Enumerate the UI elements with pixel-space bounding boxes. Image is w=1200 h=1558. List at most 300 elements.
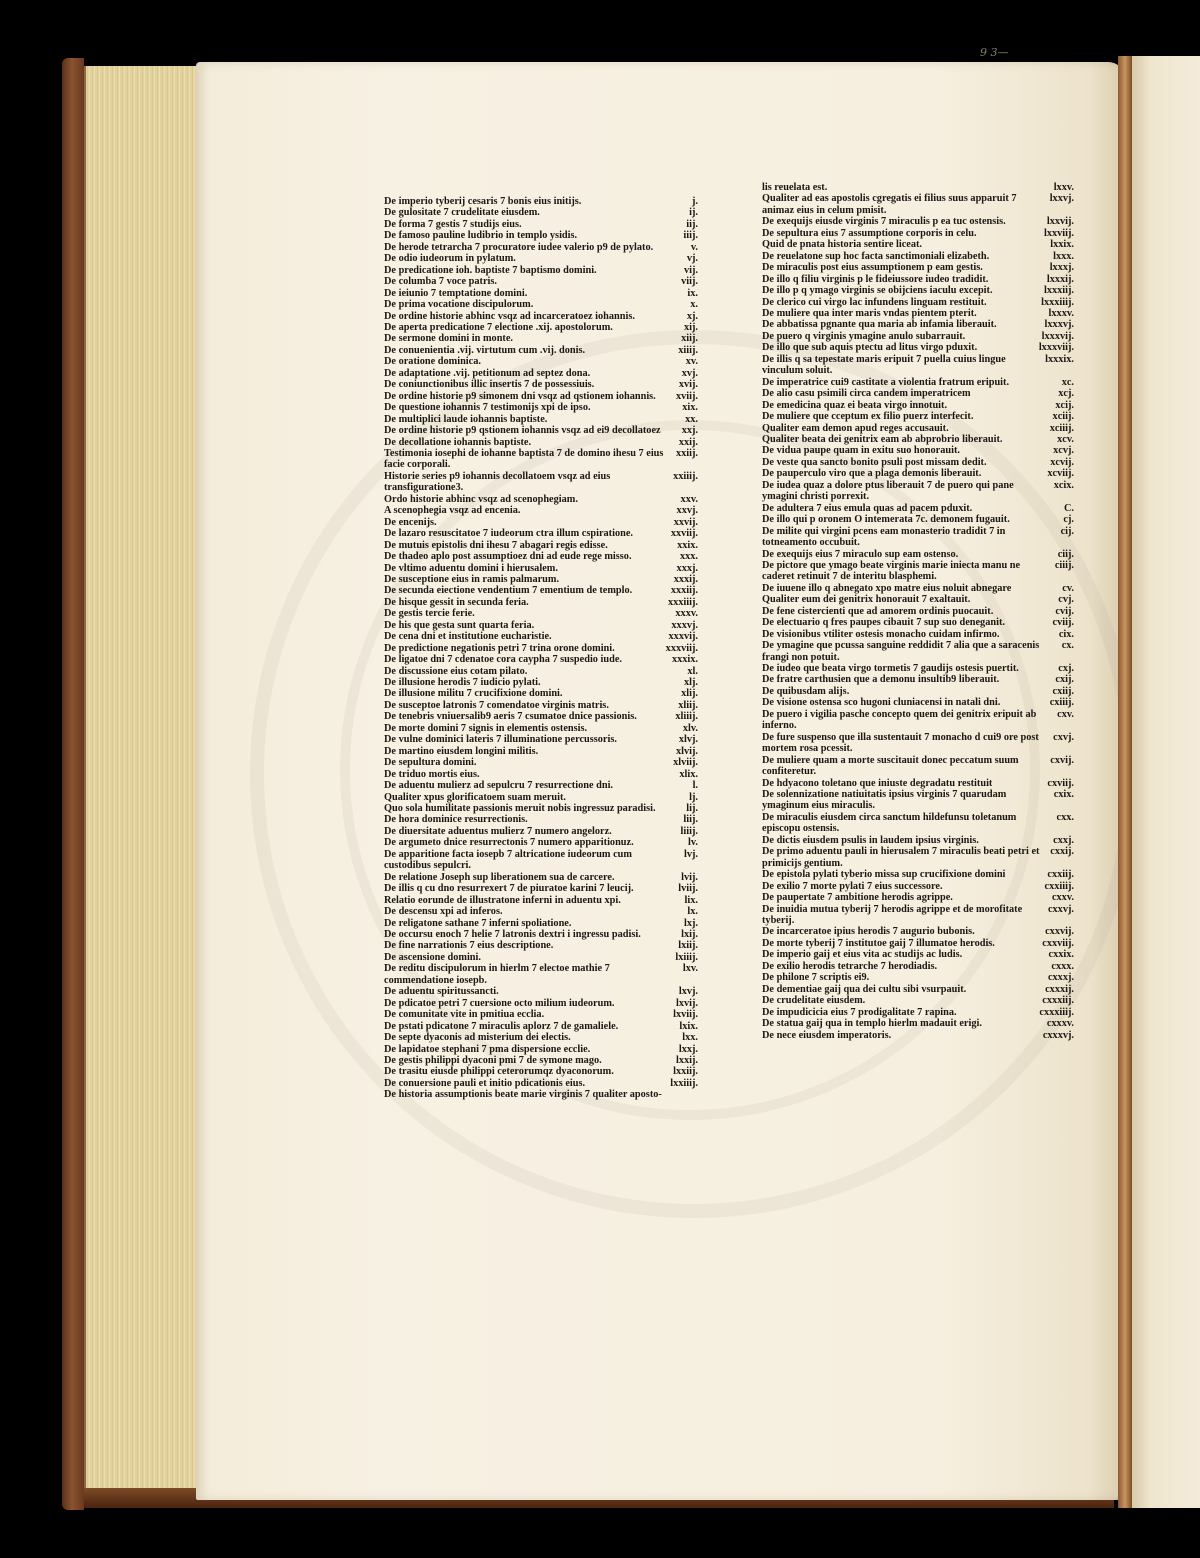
chapter-number: xvij.	[678, 379, 698, 391]
toc-entry	[384, 872, 698, 883]
toc-entry	[762, 423, 1074, 434]
toc-entry	[384, 379, 698, 390]
chapter-number: lxx.	[682, 1032, 698, 1044]
chapter-title: De iuuene illo q abnegato xpo matre eius noluit abnegare	[762, 582, 1012, 594]
toc-entry	[384, 1089, 698, 1100]
toc-entry	[762, 400, 1074, 411]
chapter-number: xxxvj.	[671, 619, 698, 631]
chapter-number: xij.	[683, 321, 698, 333]
chapter-number: ix.	[687, 287, 698, 299]
chapter-number: cviij.	[1052, 617, 1074, 629]
chapter-number: xj.	[686, 310, 698, 322]
chapter-number: cxxiij.	[1047, 869, 1074, 881]
chapter-number: lxxix.	[1050, 239, 1074, 251]
chapter-title: De questione iohannis 7 testimonijs xpi de ipso.	[384, 402, 591, 414]
toc-entry	[384, 230, 698, 241]
toc-entry	[762, 995, 1074, 1006]
chapter-title: De muliere qua inter maris vndas pientem pterit.	[762, 307, 977, 319]
chapter-title: De quibusdam alijs.	[762, 685, 850, 697]
toc-entry	[384, 837, 698, 848]
chapter-number: cxxxj.	[1047, 972, 1074, 984]
toc-entry	[384, 574, 698, 585]
toc-entry	[762, 216, 1074, 227]
toc-entry	[384, 448, 698, 471]
chapter-number: cxxx.	[1051, 960, 1074, 972]
chapter-title: De septe dyaconis ad misterium dei electis.	[384, 1032, 571, 1044]
chapter-title: Quo sola humilitate passionis meruit nobis ingressuz paradisi.	[384, 803, 656, 815]
chapter-number: xviij.	[675, 390, 698, 402]
toc-entry	[384, 1032, 698, 1043]
toc-entry	[762, 297, 1074, 308]
toc-entry	[762, 972, 1074, 983]
chapter-number: j.	[691, 196, 698, 207]
toc-entry	[384, 734, 698, 745]
toc-entry	[762, 285, 1074, 296]
chapter-number: xxxiij.	[670, 585, 698, 597]
chapter-title: De muliere quam a morte suscitauit donec peccatum suum confiteretur.	[762, 754, 1019, 778]
toc-entry	[384, 368, 698, 379]
chapter-title: De exequijs eius 7 miraculo sup eam ostenso.	[762, 548, 959, 560]
chapter-title: De discussione eius cotam pilato.	[384, 665, 528, 677]
chapter-title: De oratione dominica.	[384, 356, 481, 368]
toc-entry	[384, 207, 698, 218]
chapter-title: De ligatoe dni 7 cdenatoe cora caypha 7 suspedio iude.	[384, 654, 622, 666]
chapter-title: De milite qui virgini pcens eam monasterio tradidit 7 in totneamento occubuit.	[762, 525, 1006, 549]
chapter-number: lxxxiiij.	[1041, 296, 1074, 308]
toc-entry	[762, 629, 1074, 640]
toc-entry	[762, 892, 1074, 903]
chapter-number: xxxviij.	[665, 642, 698, 654]
toc-entry	[384, 265, 698, 276]
chapter-title: De adaptatione .vij. petitionum ad septez dona.	[384, 367, 591, 379]
chapter-number: cxxvij.	[1045, 926, 1074, 938]
toc-entry	[762, 594, 1074, 605]
toc-entry	[762, 812, 1074, 835]
chapter-title: De prima vocatione discipulorum.	[384, 299, 534, 311]
toc-entry	[762, 904, 1074, 927]
toc-entry	[384, 643, 698, 654]
toc-entry	[762, 262, 1074, 273]
toc-entry	[384, 952, 698, 963]
chapter-title: De iudeo que beata virgo tormetis 7 gaudijs ostesis puertit.	[762, 663, 1019, 675]
toc-entry	[384, 769, 698, 780]
chapter-title: De lazaro resuscitatoe 7 iudeorum ctra illum cspiratione.	[384, 528, 633, 540]
toc-entry	[384, 311, 698, 322]
toc-entry	[384, 792, 698, 803]
toc-entry	[762, 526, 1074, 549]
toc-entry	[384, 585, 698, 596]
toc-entry	[762, 193, 1074, 216]
chapter-title: De adultera 7 eius emula quas ad pacem pduxit.	[762, 502, 973, 514]
chapter-number: xcix.	[1053, 479, 1074, 491]
chapter-title: De ordine historie abhinc vsqz ad incarceratoez iohannis.	[384, 310, 635, 322]
chapter-number: lxix.	[679, 1020, 698, 1032]
chapter-title: Qualiter eam demon apud reges accusauit.	[762, 422, 949, 434]
toc-entry	[384, 608, 698, 619]
toc-entry	[762, 606, 1074, 617]
chapter-title: De imperio gaij et eius vita ac studijs ac ludis.	[762, 949, 963, 961]
chapter-title: De occursu enoch 7 helie 7 latronis dextri i ingressu padisi.	[384, 929, 641, 940]
toc-entry	[762, 1030, 1074, 1041]
toc-entry	[762, 457, 1074, 468]
chapter-number: cxxv.	[1051, 892, 1074, 904]
chapter-number: xlvij.	[675, 745, 698, 757]
chapter-number: xcij.	[1055, 399, 1074, 411]
toc-entry	[384, 276, 698, 287]
chapter-title: De mutuis epistolis dni ihesu 7 abagari regis edisse.	[384, 539, 608, 551]
toc-entry	[384, 494, 698, 505]
toc-entry	[384, 688, 698, 699]
chapter-number: cvij.	[1055, 605, 1074, 617]
table-of-contents-right	[762, 182, 1074, 1041]
toc-entry	[762, 663, 1074, 674]
chapter-number: lxxxv.	[1048, 307, 1074, 319]
chapter-title: De multiplici laude iohannis baptiste.	[384, 413, 548, 425]
chapter-title: De fure suspenso que illa sustentauit 7 monacho d cui9 ore post mortem rosa pcessit.	[762, 731, 1039, 755]
chapter-number: xcj.	[1058, 388, 1074, 400]
chapter-title: De illusione militu 7 crucifixione domini.	[384, 688, 563, 700]
chapter-title: lis reuelata est.	[762, 182, 828, 193]
toc-entry	[762, 789, 1074, 812]
toc-entry	[762, 926, 1074, 937]
toc-entry	[762, 1007, 1074, 1018]
chapter-title: De argumeto dnice resurrectonis 7 numero apparitionuz.	[384, 837, 634, 849]
chapter-title: A scenophegia vsqz ad encenia.	[384, 505, 521, 517]
toc-entry	[384, 299, 698, 310]
toc-entry	[762, 274, 1074, 285]
toc-entry	[384, 849, 698, 872]
chapter-title: De diuersitate aduentus mulierz 7 numero angelorz.	[384, 825, 612, 837]
chapter-title: De gulositate 7 crudelitate eiusdem.	[384, 207, 540, 219]
chapter-title: De lapidatoe stephani 7 pma dispersione ecclie.	[384, 1043, 591, 1055]
chapter-number: cix.	[1058, 628, 1074, 640]
chapter-number: xl.	[687, 665, 698, 677]
chapter-number: lxj.	[683, 917, 698, 929]
toc-entry	[762, 846, 1074, 869]
chapter-title: De primo aduentu pauli in hierusalem 7 miraculis beati petri et primicijs gentium.	[762, 846, 1040, 869]
chapter-number: lxxxij.	[1046, 273, 1074, 285]
chapter-title: De impudicicia eius 7 prodigalitate 7 rapina.	[762, 1006, 957, 1018]
chapter-number	[694, 1089, 698, 1100]
chapter-title: De tenebris vniuersalib9 aeris 7 csumatoe dnice passionis.	[384, 711, 637, 723]
chapter-number: xxv.	[680, 493, 698, 505]
chapter-title: De illo p q ymago virginis se obijciens iaculu excepit.	[762, 285, 993, 297]
chapter-number: lxxj.	[678, 1043, 698, 1055]
toc-entry	[384, 918, 698, 929]
toc-entry	[384, 345, 698, 356]
toc-entry	[762, 869, 1074, 880]
chapter-number: xlj.	[683, 677, 698, 689]
chapter-title: De ordine historie p9 qstionem iohannis vsqz ad ei9 decollatoez	[384, 425, 661, 437]
toc-entry	[762, 228, 1074, 239]
chapter-title: De triduo mortis eius.	[384, 768, 480, 780]
toc-entry	[762, 549, 1074, 560]
toc-entry	[384, 906, 698, 917]
toc-entry	[762, 881, 1074, 892]
toc-entry	[384, 723, 698, 734]
chapter-title: De fratre carthusien que a demonu insultib9 liberauit.	[762, 674, 1000, 686]
toc-entry	[384, 895, 698, 906]
toc-entry	[762, 732, 1074, 755]
chapter-title: De predictione negationis petri 7 trina orone domini.	[384, 642, 615, 654]
toc-entry	[762, 308, 1074, 319]
chapter-title: De epistola pylati tyberio missa sup crucifixione domini	[762, 869, 1006, 881]
chapter-title: De hisque gessit in secunda feria.	[384, 596, 529, 608]
chapter-title: Qualiter beata dei genitrix eam ab abprobrio liberauit.	[762, 433, 1003, 445]
chapter-number: iij.	[686, 218, 698, 230]
chapter-title: De incarceratoe ipius herodis 7 augurio bubonis.	[762, 926, 975, 938]
chapter-title: De visione ostensa sco hugoni cluniacensi in natali dni.	[762, 697, 1001, 709]
toc-entry	[384, 517, 698, 528]
chapter-title: Qualiter ad eas apostolis cgregatis ei filius suus apparuit 7 animaz eius in celum pmisit.	[762, 193, 1017, 216]
chapter-title: De paupertate 7 ambitione herodis agrippe.	[762, 892, 953, 904]
toc-entry	[762, 583, 1074, 594]
toc-entry	[384, 505, 698, 516]
chapter-number: lxxxviij.	[1038, 342, 1074, 354]
chapter-title: De puero q virginis ymagine anulo subarrauit.	[762, 330, 966, 342]
toc-entry	[762, 319, 1074, 330]
chapter-number: lvij.	[681, 871, 698, 883]
chapter-number: xxx.	[679, 551, 698, 563]
chapter-number: lxxxj.	[1049, 262, 1074, 274]
chapter-title: De exequijs eiusde virginis 7 miraculis p ea tuc ostensis.	[762, 216, 1006, 228]
toc-entry	[762, 480, 1074, 503]
chapter-number: xx.	[685, 413, 698, 425]
chapter-number: cxv.	[1057, 708, 1074, 720]
chapter-title: De morte domini 7 signis in elementis ostensis.	[384, 722, 588, 734]
toc-entry	[384, 528, 698, 539]
chapter-title: De illo q filiu virginis p le fideiussore iudeo tradidit.	[762, 273, 989, 285]
toc-entry	[762, 686, 1074, 697]
toc-entry	[762, 984, 1074, 995]
toc-entry	[762, 674, 1074, 685]
chapter-number: lxxvij.	[1046, 216, 1074, 228]
chapter-title: De predicatione ioh. baptiste 7 baptismo domini.	[384, 264, 597, 276]
chapter-title: De famoso pauline ludibrio in templo ysidis.	[384, 230, 578, 242]
toc-entry	[384, 826, 698, 837]
toc-entry	[384, 288, 698, 299]
chapter-number: xlix.	[679, 768, 698, 780]
chapter-title: De dictis eiusdem psulis in laudem ipsius virginis.	[762, 834, 979, 846]
book-spine-left	[62, 58, 84, 1510]
chapter-number: xxix.	[677, 539, 698, 551]
chapter-title: De ascensione domini.	[384, 951, 481, 963]
chapter-number: xciij.	[1052, 411, 1074, 423]
chapter-title: De electuario q fres paupes cibauit 7 sup suo deneganit.	[762, 617, 1005, 629]
chapter-number: xv.	[685, 356, 698, 368]
chapter-title: De vltimo aduentu domini i hierusalem.	[384, 562, 558, 574]
chapter-number: xlvj.	[678, 734, 698, 746]
chapter-title: De trasitu eiusde philippi ceterorumqz dyaconorum.	[384, 1066, 614, 1078]
toc-entry	[384, 666, 698, 677]
chapter-number: lxviij.	[673, 1009, 698, 1021]
chapter-title: De statua gaij qua in templo hierlm madauit erigi.	[762, 1018, 982, 1030]
chapter-number: lxxij.	[675, 1054, 698, 1066]
pencil-mark: 9 3—	[980, 46, 1009, 59]
chapter-title: De aduentu spiritussancti.	[384, 986, 499, 998]
toc-entry	[762, 961, 1074, 972]
toc-entry	[384, 883, 698, 894]
toc-entry	[762, 1018, 1074, 1029]
chapter-number: xlviij.	[673, 757, 698, 769]
chapter-title: De martino eiusdem longini militis.	[384, 745, 539, 757]
chapter-title: Qualiter eum dei genitrix honorauit 7 exaltauit.	[762, 594, 971, 606]
chapter-title: De forma 7 gestis 7 studijs eius.	[384, 218, 522, 230]
toc-entry	[762, 411, 1074, 422]
toc-entry	[384, 563, 698, 574]
chapter-number: xlij.	[681, 688, 698, 700]
toc-entry	[762, 755, 1074, 778]
toc-entry	[762, 182, 1074, 193]
chapter-title: De reuelatone sup hoc facta sanctimoniali elizabeth.	[762, 250, 990, 262]
chapter-number: cxxiiij.	[1044, 880, 1074, 892]
chapter-title: De pdicatoe petri 7 cuersione octo milium iudeorum.	[384, 997, 615, 1009]
toc-entry	[762, 778, 1074, 789]
chapter-title: De pauperculo viro que a plaga demonis liberauit.	[762, 468, 982, 480]
chapter-title: De miraculis post eius assumptionem p eam gestis.	[762, 262, 983, 274]
chapter-number: lviij.	[678, 883, 698, 895]
toc-entry	[384, 757, 698, 768]
page-block-edge	[84, 66, 206, 1504]
toc-entry	[762, 617, 1074, 628]
chapter-title: De susceptione eius in ramis palmarum.	[384, 573, 560, 585]
chapter-title: De apparitione facta iosepb 7 altricatione iudeorum cum custodibus sepulcri.	[384, 848, 632, 872]
chapter-title: De gestis tercie ferie.	[384, 608, 475, 620]
chapter-number: cxx.	[1056, 811, 1074, 823]
chapter-number: lxxxiij.	[1043, 285, 1074, 297]
chapter-number: xxxiiij.	[667, 596, 698, 608]
chapter-title: De his que gesta sunt quarta feria.	[384, 619, 535, 631]
chapter-title: Testimonia iosephi de iohanne baptista 7 de domino ihesu 7 eius facie corporali.	[384, 447, 664, 471]
toc-entry	[762, 354, 1074, 377]
chapter-number: xcvij.	[1050, 456, 1074, 468]
toc-entry	[384, 620, 698, 631]
chapter-number: cxxxiiij.	[1039, 1006, 1074, 1018]
toc-entry	[384, 814, 698, 825]
chapter-number: xliiij.	[675, 711, 698, 723]
chapter-title: De miraculis eiusdem circa sanctum hildefunsu toletanum episcopu ostensis.	[762, 811, 1017, 835]
chapter-title: De ymagine que pcussa sanguine reddidit 7 alia que a saracenis frangi non potuit.	[762, 640, 1040, 663]
toc-entry	[762, 377, 1074, 388]
chapter-title: De conuenientia .vij. virtutum cum .vij. donis.	[384, 344, 586, 356]
chapter-number: cxxvj.	[1047, 903, 1074, 915]
toc-entry	[384, 654, 698, 665]
chapter-title: De morte tyberij 7 institutoe gaij 7 illumatoe herodis.	[762, 937, 995, 949]
book-gutter-right	[1118, 56, 1132, 1508]
chapter-number: lxxxix.	[1045, 353, 1074, 365]
chapter-title: De relatione Joseph sup liberationem sua de carcere.	[384, 871, 615, 883]
toc-entry	[384, 631, 698, 642]
chapter-title: De sepultura eius 7 assumptione corporis in celu.	[762, 227, 977, 239]
toc-entry	[384, 322, 698, 333]
chapter-title: De pstati pdicatone 7 miraculis aplorz 7 de gamaliele.	[384, 1020, 619, 1032]
chapter-number: lij.	[686, 803, 698, 815]
chapter-number: lxxxvij.	[1041, 330, 1074, 342]
chapter-number: cxvj.	[1053, 731, 1074, 743]
chapter-title: De sepultura domini.	[384, 757, 477, 769]
chapter-title: De coniunctionibus illic insertis 7 de possessiuis.	[384, 379, 595, 391]
toc-entry	[384, 196, 698, 207]
chapter-number: lxv.	[682, 963, 698, 975]
chapter-title: De nece eiusdem imperatoris.	[762, 1029, 892, 1041]
chapter-title: De illusione herodis 7 iudicio pylati.	[384, 677, 541, 689]
chapter-number: xxxv.	[675, 608, 698, 620]
chapter-number: ciij.	[1057, 548, 1074, 560]
chapter-number: xxxj.	[676, 562, 698, 574]
chapter-number: xix.	[682, 402, 698, 414]
toc-entry	[762, 640, 1074, 663]
chapter-number: lxxviij.	[1043, 227, 1074, 239]
toc-entry	[384, 1009, 698, 1020]
chapter-title: De susceptoe latronis 7 comendatoe virginis matris.	[384, 699, 609, 711]
chapter-number: cj.	[1063, 514, 1074, 526]
toc-entry	[384, 998, 698, 1009]
toc-entry	[384, 986, 698, 997]
chapter-title: De comunitate vite in pmitiua ecclia.	[384, 1009, 545, 1021]
toc-entry	[384, 437, 698, 448]
chapter-number: xxvj.	[676, 505, 698, 517]
chapter-title: De iudea quaz a dolore ptus liberauit 7 de puero qui pane ymagini christi porrexit.	[762, 479, 1014, 503]
toc-entry	[384, 242, 698, 253]
chapter-number: xxvij.	[673, 516, 698, 528]
chapter-title: De muliere que cceptum ex filio puerz interfecit.	[762, 411, 974, 423]
chapter-number: vj.	[686, 253, 698, 265]
toc-entry	[762, 503, 1074, 514]
chapter-number: xliij.	[678, 699, 698, 711]
chapter-number: cx.	[1061, 640, 1074, 652]
chapter-title: De hora dominice resurrectionis.	[384, 814, 528, 826]
chapter-title: De conuersione pauli et initio pdicationis eius.	[384, 1077, 586, 1089]
chapter-number: vij.	[683, 264, 698, 276]
chapter-title: De exilio herodis tetrarche 7 herodiadis.	[762, 960, 938, 972]
chapter-title: De illis q cu dno resurrexert 7 de piuratoe karini 7 leucij.	[384, 883, 634, 895]
toc-entry	[384, 711, 698, 722]
chapter-number: cxiiij.	[1049, 697, 1074, 709]
chapter-title: De aperta predicatione 7 electione .xij. apostolorum.	[384, 321, 613, 333]
chapter-number: ij.	[689, 207, 698, 219]
toc-entry	[384, 1066, 698, 1077]
chapter-title: De philone 7 scriptis ei9.	[762, 972, 870, 984]
chapter-title: De illis q sa tepestate maris eripuit 7 puella cuius lingue vinculum soluit.	[762, 353, 1006, 377]
toc-entry	[762, 938, 1074, 949]
chapter-title: De aduentu mulierz ad sepulcru 7 resurrectione dni.	[384, 780, 614, 792]
chapter-number: lj.	[689, 791, 698, 803]
chapter-number: cxxviij.	[1042, 937, 1074, 949]
chapter-number: xxxvij.	[668, 631, 698, 643]
chapter-title: De vidua paupe quam in exitu suo honorauit.	[762, 445, 960, 457]
chapter-number: cij.	[1060, 525, 1074, 537]
chapter-number: lxxiij.	[673, 1066, 698, 1078]
chapter-number: cxviij.	[1047, 777, 1074, 789]
chapter-number: cxxxvj.	[1042, 1029, 1074, 1041]
toc-entry	[762, 468, 1074, 479]
chapter-number: xcviij.	[1047, 468, 1074, 480]
toc-entry	[762, 388, 1074, 399]
toc-entry	[762, 331, 1074, 342]
chapter-title: De illo que sub aquis ptectu ad litus virgo pduxit.	[762, 342, 978, 354]
chapter-number: cxxxiij.	[1042, 995, 1074, 1007]
toc-entry	[762, 445, 1074, 456]
toc-entry	[762, 560, 1074, 583]
chapter-number: xlv.	[682, 722, 698, 734]
chapter-number: cvj.	[1058, 594, 1074, 606]
toc-entry	[762, 239, 1074, 250]
chapter-title: De abbatissa pgnante qua maria ab infamia liberauit.	[762, 319, 997, 331]
chapter-number: cxvij.	[1050, 754, 1074, 766]
toc-entry	[384, 391, 698, 402]
toc-entry	[384, 253, 698, 264]
chapter-title: De secunda eiectione vendentium 7 ementium de templo.	[384, 585, 633, 597]
